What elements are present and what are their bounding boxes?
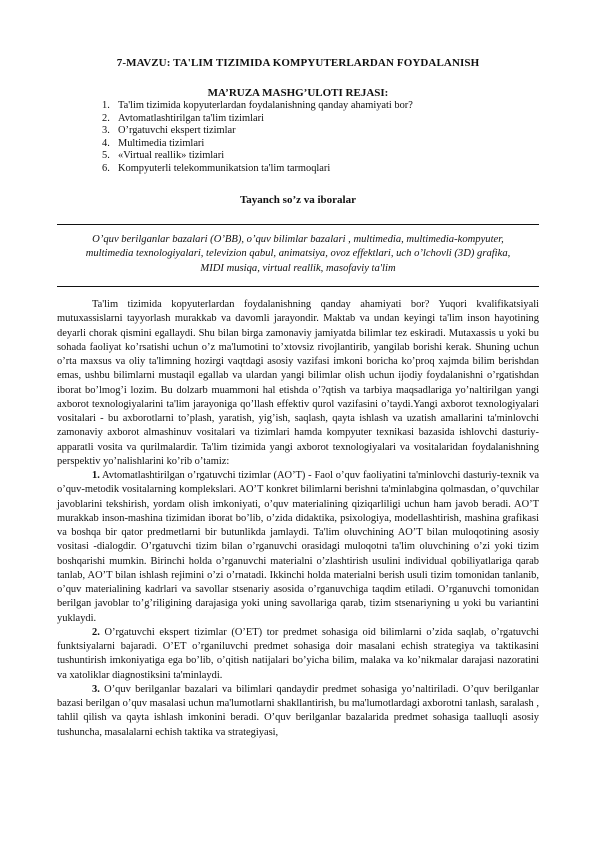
- plan-item: [102, 138, 413, 151]
- paragraph-text: O’rgatuvchi ekspert tizimlar (O’ET) tor predmet sohasiga oid bilimlarni o’zida saqlab, o’rgatuvchi funktsiyalarni bajaradi. O’ET o’rganiluvchi predmet sohasiga doir masalani echish strategiya va taktikasini tushuntirish imkoniyatiga ega bo’lib, o’qitish natijalari bo’yicha bilim, malaka va ko’nikmalar darajasi nazoratini va xatoliklar diagnostiksini ta'minlaydi.: [57, 626, 539, 681]
- plan-item-number: 1.: [102, 100, 110, 111]
- plan-item-text: Multimedia tizimlari: [118, 137, 205, 149]
- plan-item-text: Kompyuterli telekommunikatsion ta'lim tarmoqlari: [118, 162, 331, 174]
- plan-item-text: O’rgatuvchi ekspert tizimlar: [118, 125, 236, 137]
- paragraph-text: Avtomatlashtirilgan o’rgatuvchi tizimlar (AO’T) - Faol o’quv faoliyatini ta'minlovchi dasturiy-texnik va o’quv-metodik vositalarning komplekslari. AO’T konkret bilimlarni berishni ta'minlabgina qolmasdan, o’quvchilar javoblarini tekshirish, yordam olish imkoniyati, o’quv materialining qiziqarliligi uchun ham javob beradi. AO’T murakkab inson-mashina tizimidan iborat bo’lib, o’zida didaktika, psixologiya, modellashtirish, mashina grafikasi va boshqa bir qator predmetlarni bir butunlikda jamlaydi. Ta'lim oluvchining AO’T bilan muloqotining asosiy vositasi -dialogdir. O’rgatuvchi tizim bilan o’rganuvchi orasidagi muloqotni ta'lim oluvchining o’zi yoki tizim boshqarishi mumkin. Birinchi holda o’rganuvchi materialni o’zlashtirish usulini individual qobiliyatlariga qarab tanlab, AO’T bilan ishlash rejimini o’zi o’rnatadi. Ikkinchi holda materialni berish usuli tizim tomonidan tanlanib, o’quv materialining kadrlari va savollar stsenariy asosida o’rganuvchiga taqdim etiladi. O’rganuvchi tomonidan berilgan javoblar to’g’riligining darajasiga yoki uning savollariga qarab, tizim stsenariyning u yoki bu variantini yuklaydi.: [57, 470, 539, 624]
- plan-item-number: 6.: [102, 162, 110, 174]
- plan-item-text: «Virtual reallik» tizimlari: [118, 150, 225, 162]
- paragraph-oet: [57, 626, 539, 683]
- plan-list: [102, 100, 413, 176]
- keywords-text: O’quv berilganlar bazalari (O’BB), o’quv bilimlar bazalari , multimedia, multimedia-kompyuter, multimedia texnologiyalari, televizion qabul, animatsiya, ovoz effektlari, uch o’lchovli (3D) grafika, MIDI musiqa, virtual reallik, masofaviy ta'lim: [85, 234, 511, 274]
- plan-item-text: Ta'lim tizimida kopyuterlardan foydalanishning qanday ahamiyati bor?: [118, 100, 413, 111]
- paragraph-databases: [57, 683, 539, 740]
- bottom-divider: [57, 286, 539, 287]
- plan-item-number: 3.: [102, 125, 110, 137]
- body-text: [57, 298, 539, 740]
- plan-item: [102, 113, 413, 126]
- paragraph-aot: [57, 469, 539, 626]
- plan-item: [102, 125, 413, 138]
- paragraph-intro: Ta'lim tizimida kopyuterlardan foydalanishning qanday ahamiyati bor? Yuqori kvalifikatsiyali mutuxassislarni tayyorlash murakkab va davomli jarayondir. Maktab va undan keyingi ta'lim inson hayotining deyarli chorak qismini egallaydi. Shu bilan birga zamonaviy jamiyatda bilimlar tez eskiradi. Mutaxassis u yoki bu sohada faoliyat ko’rsatishi uchun o’z ma'lumotini to’xtovsiz rivojlantirib, yangilab borishi kerak. Shuning uchun o’rta maxsus va oliy ta'limning hozirgi vaqtdagi asosiy vazifasi imkoni boricha ko’proq xajmda bilim berishdan emas, ushbu bilimlarni mustaqil egallab va ulardan yangi bilimlar olish uchun ijodiy foydalanishni o’rgatishdan iborat bo’lmog’i lozim. Bu dolzarb muammoni hal etishda o’?qtish va tarbiya maqsadlariga yo’naltirilgan yangi axborot texnologiyalarini ta'lim jarayoniga qo’llash effektiv qurol vazifasini o’taydi.Yangi axborot texnologiyalari vositalari - bu axborotlarni to’plash, yaratish, yig’ish, saqlash, qayta ishlash va uzatish amallarini ta'minlovchi zamonaviy axborot almashinuv vositalari va tizimlari hamda kompyuter texnikasi bazasida ishlovchi dasturiy-apparatli vosita va qurilmalardir. Ta'lim tizimida yangi axborot texnologiyalari va vositalaridan foydalanishning perspektiv yo’nalishlarini ko’rib o’tamiz:: [57, 299, 539, 467]
- plan-item-text: Avtomatlashtirilgan ta'lim tizimlari: [118, 112, 264, 124]
- plan-heading: MA’RUZA MASHG’ULOTI REJASI:: [207, 87, 389, 99]
- plan-item: [102, 150, 413, 163]
- paragraph-number: 2.: [92, 626, 100, 638]
- plan-item-number: 2.: [102, 112, 110, 124]
- paragraph-number: 3.: [92, 683, 100, 695]
- document-title: 7-MAVZU: TA'LIM TIZIMIDA KOMPYUTERLARDAN FOYDALANISH: [116, 57, 480, 69]
- plan-item: [102, 163, 413, 176]
- plan-item-number: 4.: [102, 137, 110, 149]
- keywords-heading: Tayanch so’z va iboralar: [239, 194, 356, 206]
- paragraph-number: 1.: [92, 470, 100, 481]
- plan-item-number: 5.: [102, 150, 110, 162]
- plan-item: [102, 100, 413, 113]
- top-divider: [57, 224, 539, 225]
- paragraph-text: O’quv berilganlar bazalari va bilimlari qandaydir predmet sohasiga yo’naltiriladi. O’quv berilganlar bazasi berilgan o’quv masalasi uchun ma'lumotlarni shakllantirish, bu ma'lumotlardagi axborotni tanlash, saralash , tahlil qilish va qayta ishlash imkonini beradi. O’quv berilganlar bazalarida predmet sohasiga taalluqli asosiy tushuncha, masalalarni echish taktika va strategiyasi,: [57, 683, 539, 738]
